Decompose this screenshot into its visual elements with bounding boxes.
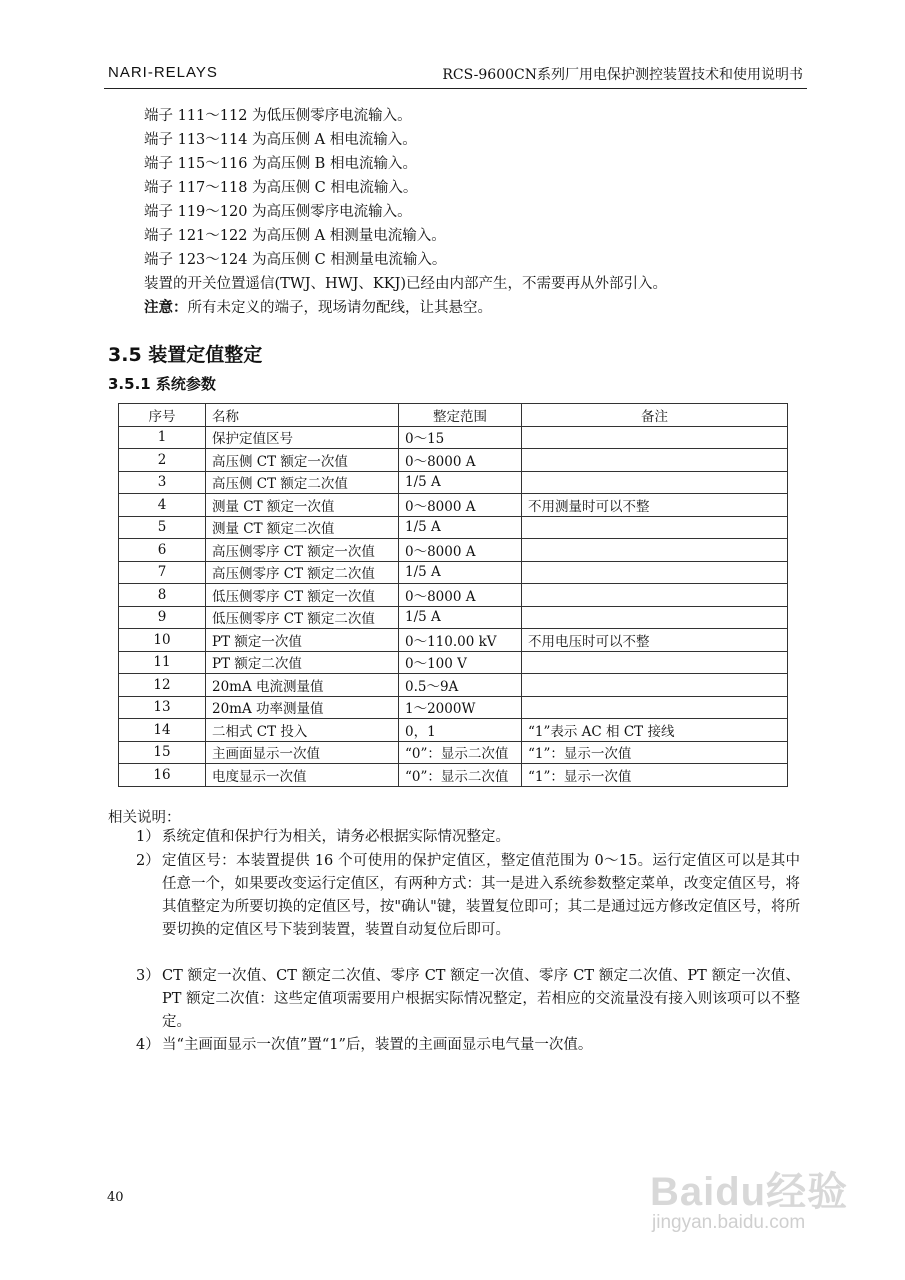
- section-heading: 3.5 装置定值整定: [108, 344, 263, 366]
- note-body: 系统定值和保护行为相关，请务必根据实际情况整定。: [162, 829, 510, 845]
- note-body: CT 额定一次值、CT 额定二次值、零序 CT 额定一次值、零序 CT 额定二次值、PT 额定一次值、PT 额定二次值：这些定值项需要用户根据实际情况整定，若相应的交流量没有接入则该项可以不整定。: [162, 968, 800, 1030]
- cell-note: [522, 449, 788, 472]
- cell-note: [522, 561, 788, 584]
- terminal-line: 端子 119～120 为高压侧零序电流输入。: [144, 204, 412, 220]
- cell-note: [522, 584, 788, 607]
- cell-note: [522, 696, 788, 719]
- cell-note: 不用测量时可以不整: [522, 494, 788, 517]
- cell-range: “0”：显示二次值: [399, 764, 522, 787]
- cell-range: 0～8000 A: [399, 584, 522, 607]
- table-row: [119, 584, 788, 607]
- cell-index: 13: [119, 696, 206, 719]
- related-note-item: [136, 965, 800, 1034]
- header-divider: [104, 88, 807, 89]
- table-row: [119, 449, 788, 472]
- related-notes-title: 相关说明：: [108, 810, 181, 826]
- cell-note: “1”：显示一次值: [522, 741, 788, 764]
- note-number: 2）: [136, 853, 160, 869]
- cell-name: 高压侧 CT 额定一次值: [206, 449, 399, 472]
- cell-range: 0.5～9A: [399, 674, 522, 697]
- cell-note: [522, 606, 788, 629]
- header-document-title: RCS-9600CN系列厂用电保护测控装置技术和使用说明书: [442, 67, 803, 83]
- cell-name: 测量 CT 额定一次值: [206, 494, 399, 517]
- cell-name: 低压侧零序 CT 额定二次值: [206, 606, 399, 629]
- cell-index: 10: [119, 629, 206, 652]
- cell-index: 3: [119, 471, 206, 494]
- col-header-range: 整定范围: [399, 404, 522, 427]
- terminal-line: 端子 123～124 为高压侧 C 相测量电流输入。: [144, 252, 447, 268]
- cell-range: 1～2000W: [399, 696, 522, 719]
- table-row: [119, 539, 788, 562]
- watermark-url: jingyan.baidu.com: [652, 1212, 806, 1233]
- cell-index: 12: [119, 674, 206, 697]
- note-number: 3）: [136, 968, 160, 984]
- related-note-item: [136, 826, 800, 849]
- system-parameter-table: [118, 403, 788, 787]
- cell-range: 0～110.00 kV: [399, 629, 522, 652]
- table-row: [119, 696, 788, 719]
- header-left-brand: NARI-RELAYS: [108, 64, 218, 81]
- cell-name: 电度显示一次值: [206, 764, 399, 787]
- table-row: [119, 561, 788, 584]
- cell-name: 20mA 电流测量值: [206, 674, 399, 697]
- cell-name: 测量 CT 额定二次值: [206, 516, 399, 539]
- terminal-line: 端子 113～114 为高压侧 A 相电流输入。: [144, 132, 417, 148]
- terminal-line: 端子 121～122 为高压侧 A 相测量电流输入。: [144, 228, 446, 244]
- terminal-line: 端子 111～112 为低压侧零序电流输入。: [144, 108, 412, 124]
- cell-range: 1/5 A: [399, 561, 522, 584]
- cell-index: 14: [119, 719, 206, 742]
- cell-index: 5: [119, 516, 206, 539]
- table-row: [119, 471, 788, 494]
- note-number: 4）: [136, 1037, 160, 1053]
- cell-note: [522, 426, 788, 449]
- table-row: [119, 651, 788, 674]
- cell-index: 9: [119, 606, 206, 629]
- table-row: [119, 606, 788, 629]
- cell-range: 0～8000 A: [399, 539, 522, 562]
- table-row: [119, 516, 788, 539]
- cell-note: [522, 471, 788, 494]
- cell-note: [522, 516, 788, 539]
- related-note-item: [136, 850, 800, 942]
- cell-name: PT 额定一次值: [206, 629, 399, 652]
- cell-range: “0”：显示二次值: [399, 741, 522, 764]
- note-text: 所有未定义的端子，现场请勿配线，让其悬空。: [187, 300, 492, 316]
- cell-range: 0～15: [399, 426, 522, 449]
- cell-name: 低压侧零序 CT 额定一次值: [206, 584, 399, 607]
- subsection-heading: 3.5.1 系统参数: [108, 375, 216, 393]
- cell-note: 不用电压时可以不整: [522, 629, 788, 652]
- cell-index: 15: [119, 741, 206, 764]
- terminal-list: [144, 104, 667, 320]
- cell-range: 0～100 V: [399, 651, 522, 674]
- cell-name: 主画面显示一次值: [206, 741, 399, 764]
- page-number: 40: [107, 1190, 124, 1205]
- table-row: [119, 741, 788, 764]
- table-row: [119, 629, 788, 652]
- col-header-index: 序号: [119, 404, 206, 427]
- cell-name: 保护定值区号: [206, 426, 399, 449]
- note-number: 1）: [136, 829, 160, 845]
- cell-note: [522, 539, 788, 562]
- cell-index: 1: [119, 426, 206, 449]
- related-note-item: [136, 1034, 800, 1057]
- terminal-line: 装置的开关位置遥信(TWJ、HWJ、KKJ)已经由内部产生，不需要再从外部引入。: [144, 276, 668, 292]
- cell-name: 二相式 CT 投入: [206, 719, 399, 742]
- cell-note: [522, 674, 788, 697]
- cell-range: 0～8000 A: [399, 449, 522, 472]
- table-row: [119, 426, 788, 449]
- note-line: [144, 296, 667, 320]
- terminal-line: 端子 117～118 为高压侧 C 相电流输入。: [144, 180, 418, 196]
- cell-name: 高压侧 CT 额定二次值: [206, 471, 399, 494]
- cell-range: 1/5 A: [399, 606, 522, 629]
- table-row: [119, 494, 788, 517]
- col-header-note: 备注: [522, 404, 788, 427]
- note-body: 定值区号：本装置提供 16 个可使用的保护定值区，整定值范围为 0～15。运行定值区可以是其中任意一个，如果要改变运行定值区，有两种方式：其一是进入系统参数整定菜单，改变定值区号，将其值整定为所要切换的定值区号，按"确认"键，装置复位即可；其二是通过远方修改定值区号，将所要切换的定值区号下装到装置，装置自动复位后即可。: [162, 853, 800, 938]
- cell-index: 16: [119, 764, 206, 787]
- cell-index: 2: [119, 449, 206, 472]
- cell-range: 0，1: [399, 719, 522, 742]
- table-row: [119, 764, 788, 787]
- cell-note: “1”表示 AC 相 CT 接线: [522, 719, 788, 742]
- col-header-name: 名称: [206, 404, 399, 427]
- cell-index: 4: [119, 494, 206, 517]
- table-row: [119, 674, 788, 697]
- terminal-line: 端子 115～116 为高压侧 B 相电流输入。: [144, 156, 417, 172]
- cell-note: “1”：显示一次值: [522, 764, 788, 787]
- cell-index: 6: [119, 539, 206, 562]
- cell-name: 高压侧零序 CT 额定二次值: [206, 561, 399, 584]
- cell-name: 高压侧零序 CT 额定一次值: [206, 539, 399, 562]
- note-body: 当“主画面显示一次值”置“1”后，装置的主画面显示电气量一次值。: [162, 1037, 593, 1053]
- table-row: [119, 719, 788, 742]
- cell-index: 11: [119, 651, 206, 674]
- cell-range: 1/5 A: [399, 471, 522, 494]
- table-header-row: [119, 404, 788, 427]
- watermark-brand: Baidu经验: [650, 1170, 849, 1214]
- cell-index: 8: [119, 584, 206, 607]
- cell-name: 20mA 功率测量值: [206, 696, 399, 719]
- cell-index: 7: [119, 561, 206, 584]
- cell-range: 1/5 A: [399, 516, 522, 539]
- cell-range: 0～8000 A: [399, 494, 522, 517]
- note-label: 注意：: [144, 299, 188, 316]
- cell-note: [522, 651, 788, 674]
- cell-name: PT 额定二次值: [206, 651, 399, 674]
